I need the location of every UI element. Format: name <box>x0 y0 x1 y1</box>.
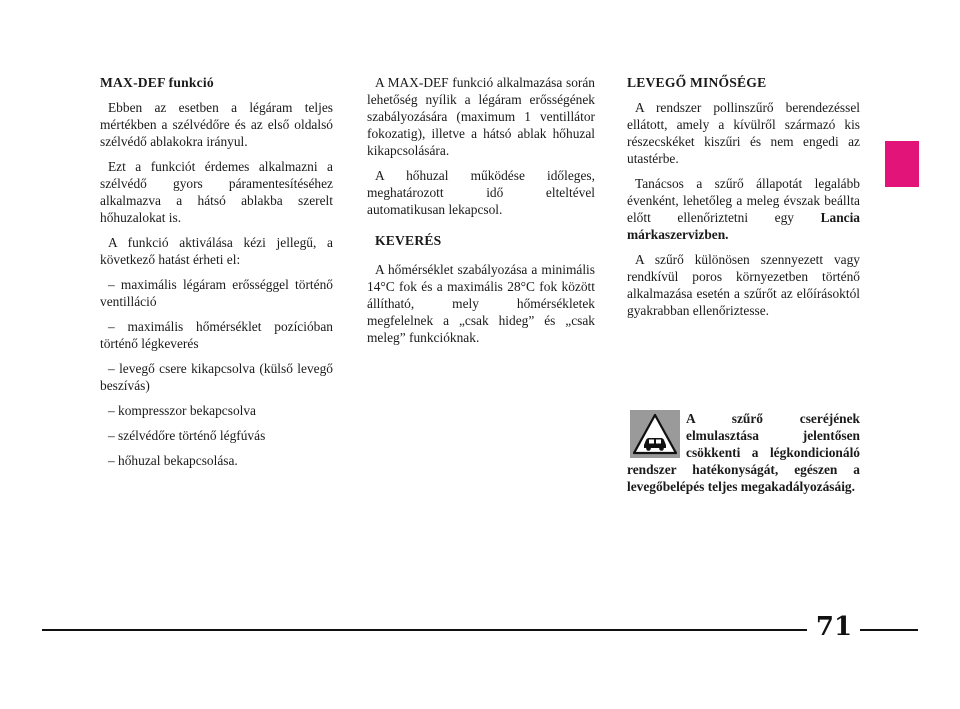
list-item: – maximális légáram erősséggel történő ventilláció <box>100 277 333 309</box>
footer-rule-left <box>42 629 807 631</box>
section-heading-levego-minosege: LEVEGŐ MINŐSÉGE <box>627 75 767 90</box>
paragraph: Ezt a funkciót érdemes alkalmazni a szélvédő gyors páramentesítéséhez alkalmazva a hátsó ablakba szerelt hőhuzalokat is. <box>100 159 333 225</box>
paragraph: Ebben az esetben a légáram teljes mértékben a szélvédőre és az első oldalsó szélvédő ablakokra irányul. <box>100 100 333 149</box>
paragraph: A hőhuzal működése időleges, meghatározott idő elteltével automatikusan lekapcsol. <box>367 168 595 217</box>
paragraph: A MAX-DEF funkció alkalmazása során lehetőség nyílik a légáram erősségének szabályozására (maximum 1 ventillátor fokozatig), illetve a hátsó ablak hőhuzal kikapcsolására. <box>367 75 595 158</box>
list-item: – maximális hőmérséklet pozícióban történő légkeverés <box>100 319 333 351</box>
column-2 <box>367 74 595 354</box>
footer-rule-right <box>860 629 918 631</box>
car-warning-triangle-icon <box>630 410 680 458</box>
list-item: – levegő csere kikapcsolva (külső levegő beszívás) <box>100 361 333 393</box>
paragraph-text: Tanácsos a szűrő állapotát legalább évenként, lehetőleg a meleg évszak beállta előtt ellenőriztetni egy <box>627 176 860 225</box>
service-name: Lancia márkaszervizben. <box>627 210 860 242</box>
warning-text: A szűrő cseréjének elmulasztása jelentősen csökkenti a légkondicionáló rendszer hatékonyságát, egészen a levegőbelépés teljes megakadályozásáig. <box>627 411 860 494</box>
list-item: – kompresszor bekapcsolva <box>108 403 256 418</box>
list-item: – szélvédőre történő légfúvás <box>108 428 266 443</box>
paragraph: A rendszer pollinszűrő berendezéssel ellátott, amely a kívülről származó kis részecskéket kiszűri és nem engedi az utastérbe. <box>627 100 860 166</box>
paragraph <box>627 175 860 243</box>
page-number: 71 <box>815 612 853 642</box>
column-3 <box>627 74 860 327</box>
list-item: – hőhuzal bekapcsolása. <box>108 453 238 468</box>
paragraph: A funkció aktiválása kézi jellegű, a következő hatást érheti el: <box>100 235 333 267</box>
paragraph: A szűrő különösen szennyezett vagy rendkívül poros környezetben történő alkalmazása esetén a szűrőt az előírásoktól gyakrabban ellenőriztesse. <box>627 252 860 318</box>
column-1 <box>100 74 333 477</box>
section-tab-marker <box>885 141 919 187</box>
section-heading-max-def: MAX-DEF funkció <box>100 75 214 90</box>
warning-box <box>627 410 860 495</box>
paragraph: A hőmérséklet szabályozása a minimális 14°C fok és a maximális 28°C fok között állítható, mely hőmérsékletek megfelelnek a „csak hideg” és „csak meleg” funkcióknak. <box>367 262 595 345</box>
section-heading-keveres: KEVERÉS <box>375 233 442 248</box>
